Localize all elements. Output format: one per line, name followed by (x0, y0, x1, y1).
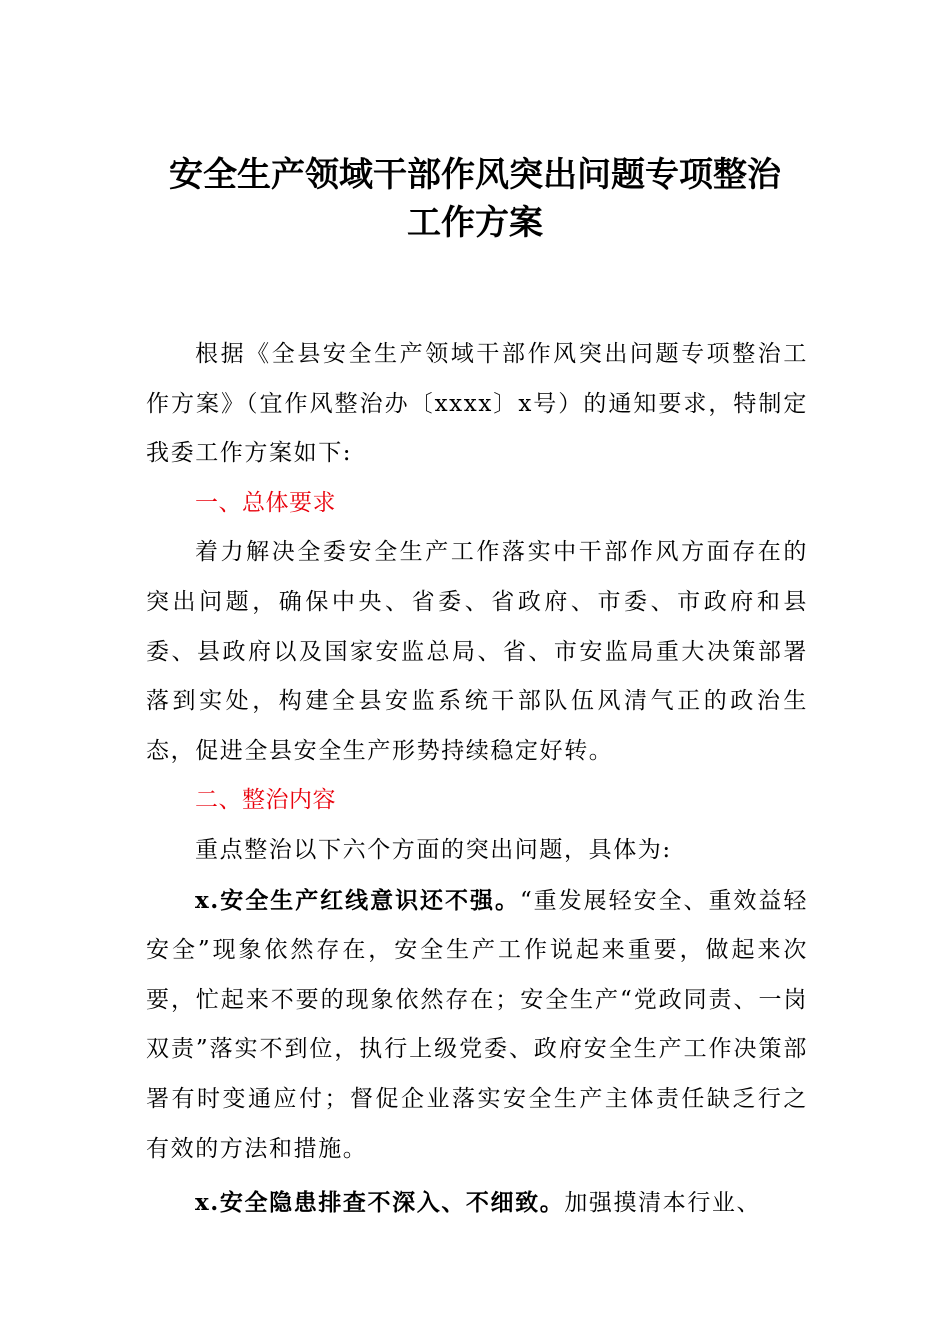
document-body (146, 330, 808, 1229)
section-paragraph-general-requirements: 着力解决全委安全生产工作落实中干部作风方面存在的突出问题，确保中央、省委、省政府、市委、市政府和县委、县政府以及国家安监总局、省、市安监局重大决策部署落到实处，构建全县安监系统干部队伍风清气正的政治生态，促进全县安全生产形势持续稳定好转。 (146, 539, 808, 764)
list-item-text: “重发展轻安全、重效益轻安全”现象依然存在，安全生产工作说起来重要，做起来次要，忙起来不要的现象依然存在；安全生产“党政同责、一岗双责”落实不到位，执行上级党委、政府安全生产工作决策部署有时变通应付；督促企业落实安全生产主体责任缺乏行之有效的方法和措施。 (146, 887, 808, 1162)
section-heading-general-requirements: 一、总体要求 (195, 489, 336, 516)
document-title: 安全生产领域干部作风突出问题专项整治 (169, 155, 781, 195)
section-heading-rectification-content: 二、整治内容 (195, 787, 336, 814)
list-item (146, 876, 808, 1175)
section-paragraph-rectification-content: 重点整治以下六个方面的突出问题，具体为: (195, 836, 672, 863)
list-item (146, 1178, 808, 1229)
list-item-text: 加强摸清本行业、 (564, 1190, 762, 1217)
intro-paragraph: 根据《全县安全生产领域干部作风突出问题专项整治工作方案》（宜作风整治办〔xxxx〕x号）的通知要求，特制定我委工作方案如下: (146, 341, 808, 467)
document-title-line-2: 工作方案 (407, 203, 543, 243)
list-item-lead: x.安全生产红线意识还不强。 (195, 886, 520, 914)
list-item-lead: x.安全隐患排查不深入、不细致。 (195, 1189, 565, 1217)
